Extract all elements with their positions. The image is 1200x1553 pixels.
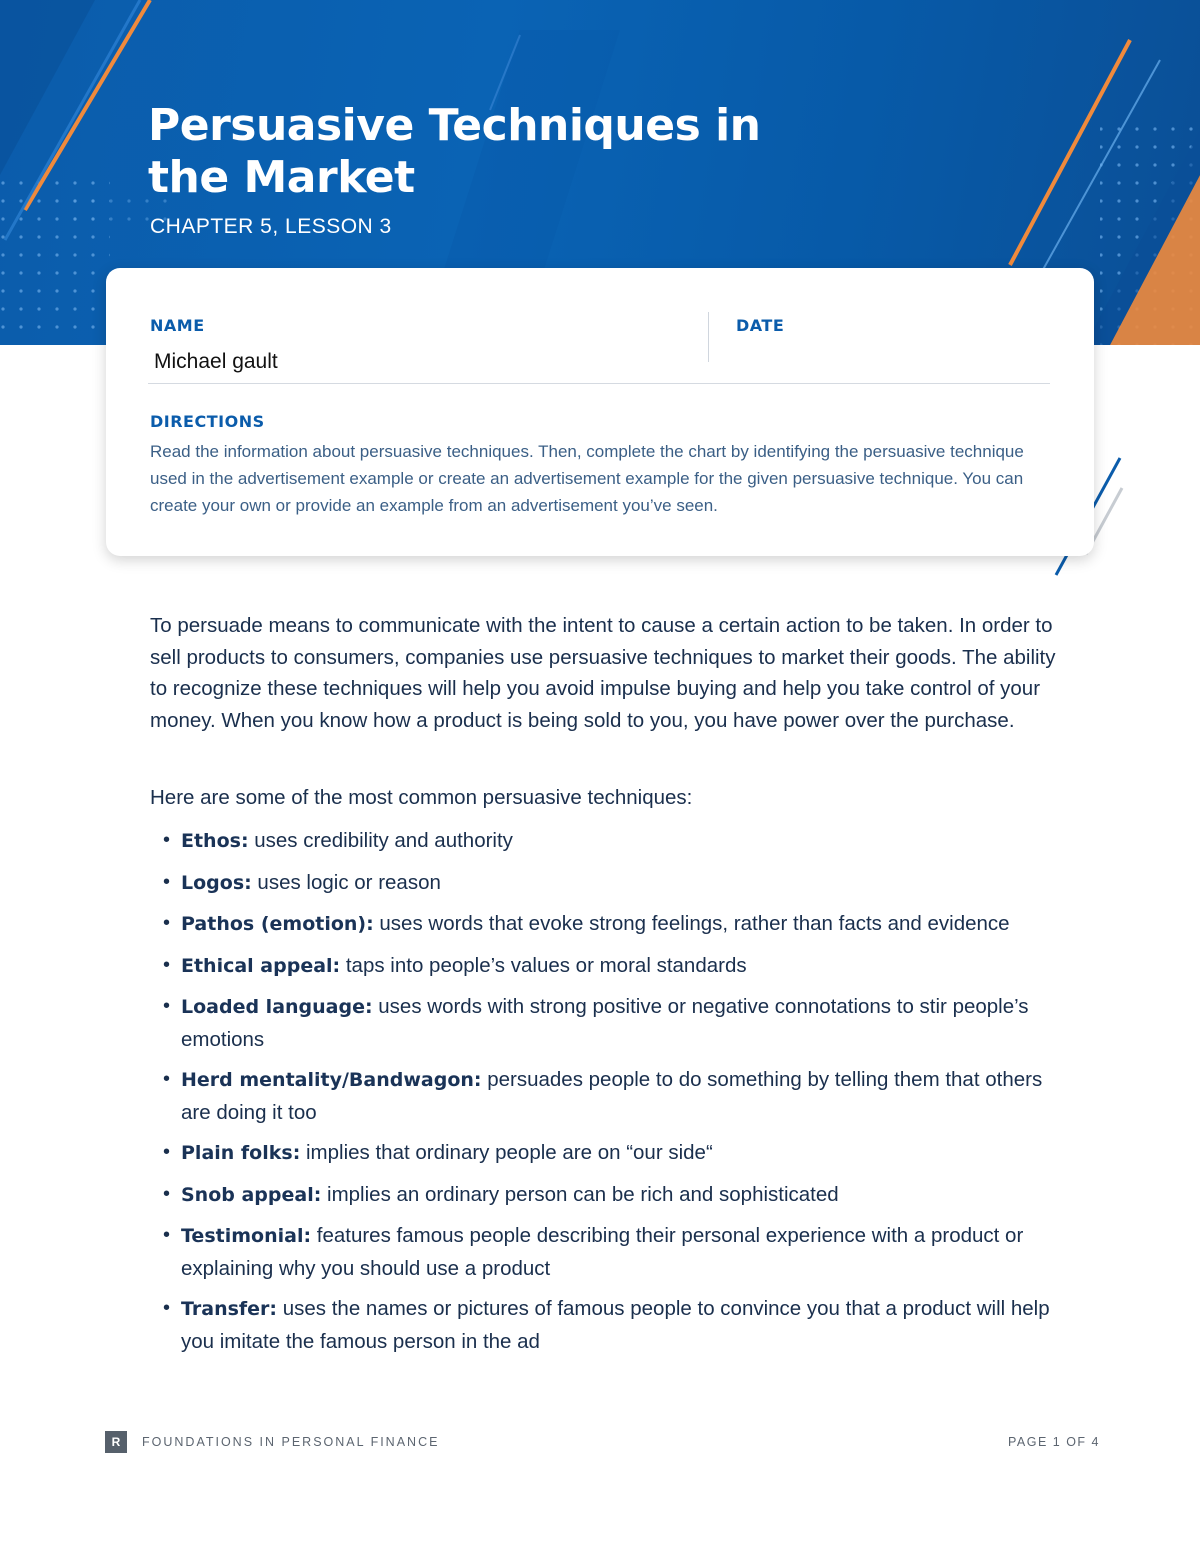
bullet-icon: •: [163, 995, 171, 1017]
technique-term: Ethos:: [181, 830, 249, 852]
bullet-icon: •: [163, 829, 171, 851]
list-item: [160, 1220, 1060, 1284]
title-line-1: Persuasive Techniques in: [148, 100, 761, 151]
list-item: [160, 825, 1060, 858]
technique-desc: features famous people describing their personal experience with a product or explaining why you should use a product: [181, 1224, 1024, 1280]
info-card: [106, 268, 1094, 556]
title-line-2: the Market: [148, 152, 415, 203]
technique-desc: uses credibility and authority: [248, 829, 513, 852]
intro-paragraph: To persuade means to communicate with the intent to cause a certain action to be taken. In order to sell products to consumers, companies use persuasive techniques to market their goods. The ability to recognize these techniques will help you avoid impulse buying and help you take control of your money. When you know how a product is being sold to you, you have power over the purchase.: [150, 614, 1056, 732]
name-field[interactable]: Michael gault: [154, 350, 278, 373]
list-item: [160, 1179, 1060, 1212]
techniques-list: [160, 825, 1060, 1366]
list-item: [160, 950, 1060, 983]
name-label: NAME: [150, 316, 205, 335]
page-number: PAGE 1 OF 4: [1008, 1435, 1100, 1449]
technique-desc: uses words with strong positive or negative connotations to stir people’s emotions: [181, 995, 1029, 1051]
list-item: [160, 1137, 1060, 1170]
technique-desc: uses words that evoke strong feelings, rather than facts and evidence: [373, 912, 1010, 935]
bullet-icon: •: [163, 1068, 171, 1090]
technique-term: Ethical appeal:: [181, 954, 341, 977]
list-item: [160, 991, 1060, 1055]
technique-term: Plain folks:: [181, 1142, 301, 1164]
bullet-icon: •: [163, 1182, 171, 1205]
footer-course-title: FOUNDATIONS IN PERSONAL FINANCE: [142, 1435, 440, 1449]
page-title: [148, 100, 908, 204]
bullet-icon: •: [163, 1141, 171, 1163]
field-divider: [708, 312, 709, 362]
bullet-icon: •: [163, 912, 171, 934]
bullet-icon: •: [163, 1297, 171, 1319]
technique-term: Testimonial:: [181, 1225, 312, 1247]
list-item: [160, 867, 1060, 900]
technique-desc: uses the names or pictures of famous people to convince you that a product will help you imitate the famous person in the ad: [181, 1297, 1050, 1353]
technique-desc: implies an ordinary person can be rich and sophisticated: [321, 1182, 839, 1206]
technique-desc: taps into people’s values or moral standards: [340, 953, 747, 977]
technique-desc: persuades people to do something by telling them that others are doing it too: [181, 1068, 1043, 1124]
chapter-lesson: CHAPTER 5, LESSON 3: [150, 215, 392, 238]
list-item: [160, 1293, 1060, 1357]
technique-term: Loaded language:: [181, 996, 373, 1018]
date-label: DATE: [736, 316, 785, 335]
list-item: [160, 1064, 1060, 1128]
directions-label: DIRECTIONS: [150, 412, 265, 431]
bullet-icon: •: [163, 953, 171, 976]
technique-term: Herd mentality/Bandwagon:: [181, 1069, 482, 1091]
bullet-icon: •: [163, 870, 171, 893]
brand-logo-icon: R: [105, 1431, 127, 1453]
technique-desc: implies that ordinary people are on “our side“: [300, 1141, 713, 1164]
technique-term: Transfer:: [181, 1298, 278, 1320]
list-lead: Here are some of the most common persuasive techniques:: [150, 786, 693, 809]
list-item: [160, 908, 1060, 941]
technique-term: Snob appeal:: [181, 1183, 322, 1206]
directions-text: Read the information about persuasive techniques. Then, complete the chart by identifying the persuasive technique used in the advertisement example or create an advertisement example for the given persuasive technique. You can create your own or provide an example from an advertisement you’ve seen.: [150, 442, 1024, 515]
bullet-icon: •: [163, 1224, 171, 1246]
section-divider: [148, 383, 1050, 384]
technique-term: Pathos (emotion):: [181, 913, 374, 935]
technique-term: Logos:: [181, 871, 252, 894]
technique-desc: uses logic or reason: [251, 870, 441, 894]
